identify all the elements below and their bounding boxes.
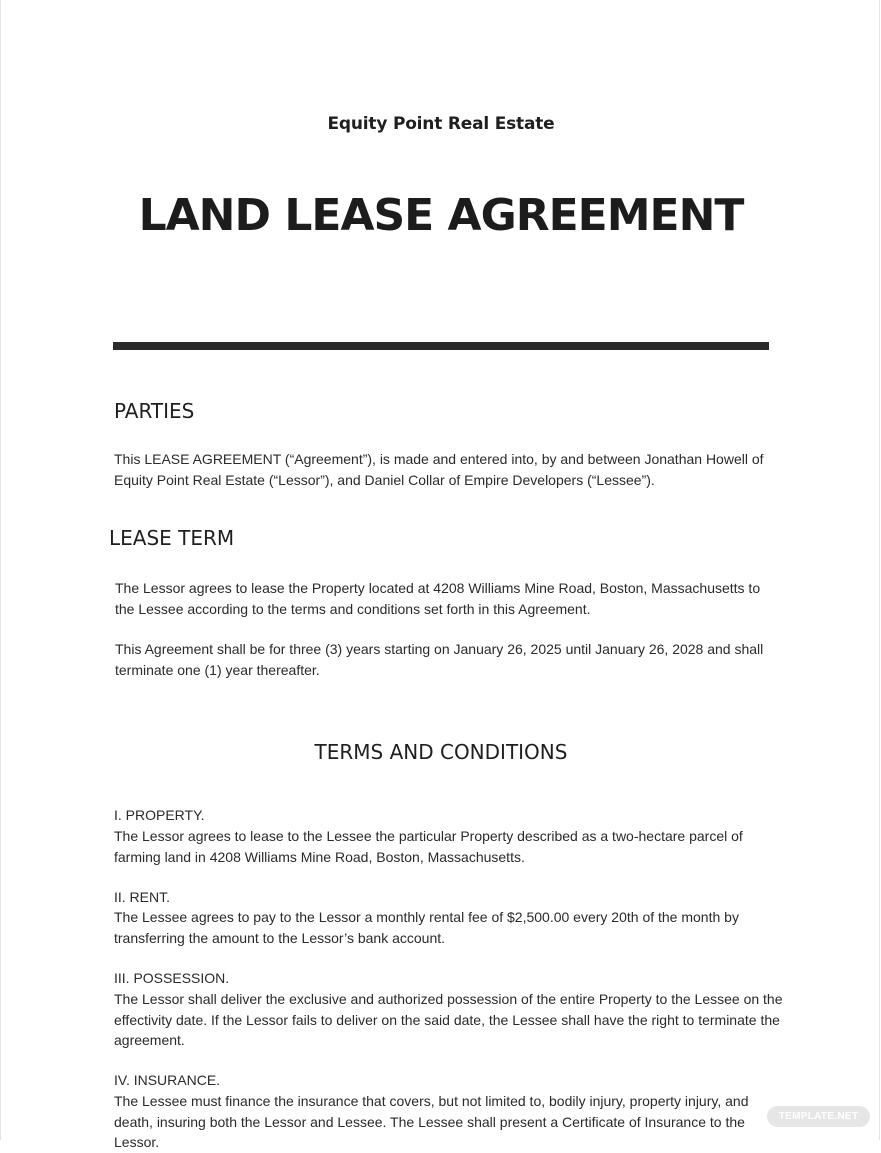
title-divider [113,342,769,350]
section-text: The Lessee must finance the insurance that covers, but not limited to, bodily injury, property injury, and death, insuring both the Lessor and Lessee. The Lessee shall present a Certificate of Insurance to the Lessor. [114,1093,749,1150]
section-text: The Lessor shall deliver the exclusive and authorized possession of the entire Property to the Lessee on the effectivity date. If the Lessor fails to deliver on the said date, the Lessee shall have the right to terminate the agreement. [114,991,783,1048]
company-name: Equity Point Real Estate [327,114,555,134]
terms-heading: TERMS AND CONDITIONS [314,740,568,764]
section-text: The Lessee agrees to pay to the Lessor a monthly rental fee of $2,500.00 every 20th of the month by transferring the amount to the Lessor’s bank account. [114,909,739,946]
lease-term-paragraph-2: This Agreement shall be for three (3) years starting on January 26, 2025 until January 26, 2028 and shall terminate one (1) year thereafter. [115,641,764,678]
lease-term-heading: LEASE TERM [109,526,235,550]
section-text: The Lessor agrees to lease to the Lessee the particular Property described as a two-hectare parcel of farming land in 4208 Williams Mine Road, Boston, Massachusetts. [114,828,743,865]
section-label: I. PROPERTY. [114,807,205,823]
document-title: LAND LEASE AGREEMENT [138,190,744,241]
template-net-watermark: TEMPLATE.NET [767,1106,870,1127]
section-label: II. RENT. [114,889,171,905]
parties-heading: PARTIES [114,399,195,423]
section-label: III. POSSESSION. [114,970,230,986]
parties-text: This LEASE AGREEMENT (“Agreement”), is made and entered into, by and between Jonathan Howell of Equity Point Real Estate (“Lessor”), and Daniel Collar of Empire Developers (“Lessee”). [114,451,764,488]
section-label: IV. INSURANCE. [114,1072,221,1088]
lease-term-paragraph-1: The Lessor agrees to lease the Property located at 4208 Williams Mine Road, Boston, Massachusetts to the Lessee according to the terms and conditions set forth in this Agreement. [115,580,761,617]
